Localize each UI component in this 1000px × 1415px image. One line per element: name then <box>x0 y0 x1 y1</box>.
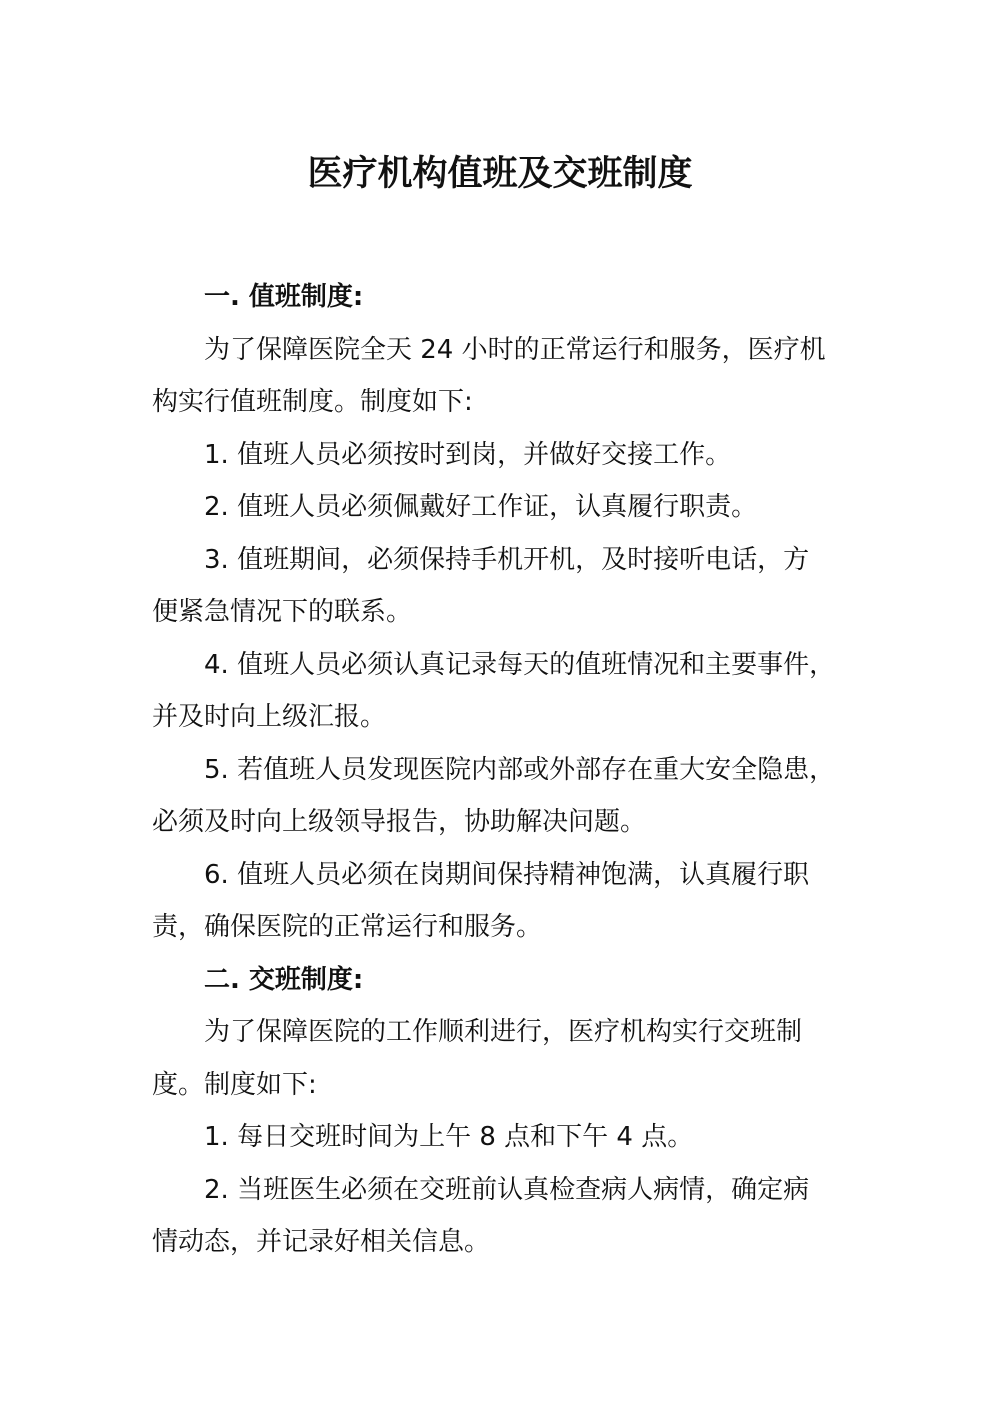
list-item <box>152 849 852 954</box>
list-item-line: 3. 值班期间，必须保持手机开机，及时接听电话，方 <box>204 544 810 575</box>
paragraph-line: 构实行值班制度。制度如下: <box>152 387 473 417</box>
list-item-line: 责，确保医院的正常运行和服务。 <box>152 912 543 942</box>
section-heading: 二. 交班制度: <box>204 964 364 995</box>
list-item <box>152 744 852 849</box>
paragraph-line: 度。制度如下: <box>152 1069 317 1100</box>
list-item <box>152 429 852 482</box>
list-item-line: 2. 值班人员必须佩戴好工作证，认真履行职责。 <box>204 492 758 522</box>
paragraph <box>152 1006 852 1111</box>
list-item <box>152 481 852 534</box>
paragraph-line: 为了保障医院的工作顺利进行，医疗机构实行交班制 <box>204 1017 803 1047</box>
paragraph-line: 为了保障医院全天 24 小时的正常运行和服务，医疗机 <box>204 334 826 365</box>
list-item-line: 5. 若值班人员发现医院内部或外部存在重大安全隐患， <box>204 754 836 785</box>
list-item-line: 1. 值班人员必须按时到岗，并做好交接工作。 <box>204 439 732 470</box>
list-item-line: 便紧急情况下的联系。 <box>152 597 413 627</box>
document-body <box>152 271 852 1269</box>
list-item-line: 6. 值班人员必须在岗期间保持精神饱满，认真履行职 <box>204 859 810 890</box>
list-item-line: 2. 当班医生必须在交班前认真检查病人病情，确定病 <box>204 1174 810 1205</box>
list-item-line: 4. 值班人员必须认真记录每天的值班情况和主要事件， <box>204 649 836 680</box>
list-item <box>152 534 852 639</box>
section-heading: 一. 值班制度: <box>204 282 364 312</box>
list-item <box>152 639 852 744</box>
list-item <box>152 1164 852 1269</box>
list-item <box>152 1111 852 1164</box>
list-item-line: 1. 每日交班时间为上午 8 点和下午 4 点。 <box>204 1122 694 1152</box>
list-item-line: 必须及时向上级领导报告，协助解决问题。 <box>152 807 647 837</box>
paragraph <box>152 324 852 429</box>
list-item-line: 并及时向上级汇报。 <box>152 702 387 732</box>
list-item-line: 情动态，并记录好相关信息。 <box>152 1227 491 1257</box>
document-title: 医疗机构值班及交班制度 <box>307 154 693 194</box>
